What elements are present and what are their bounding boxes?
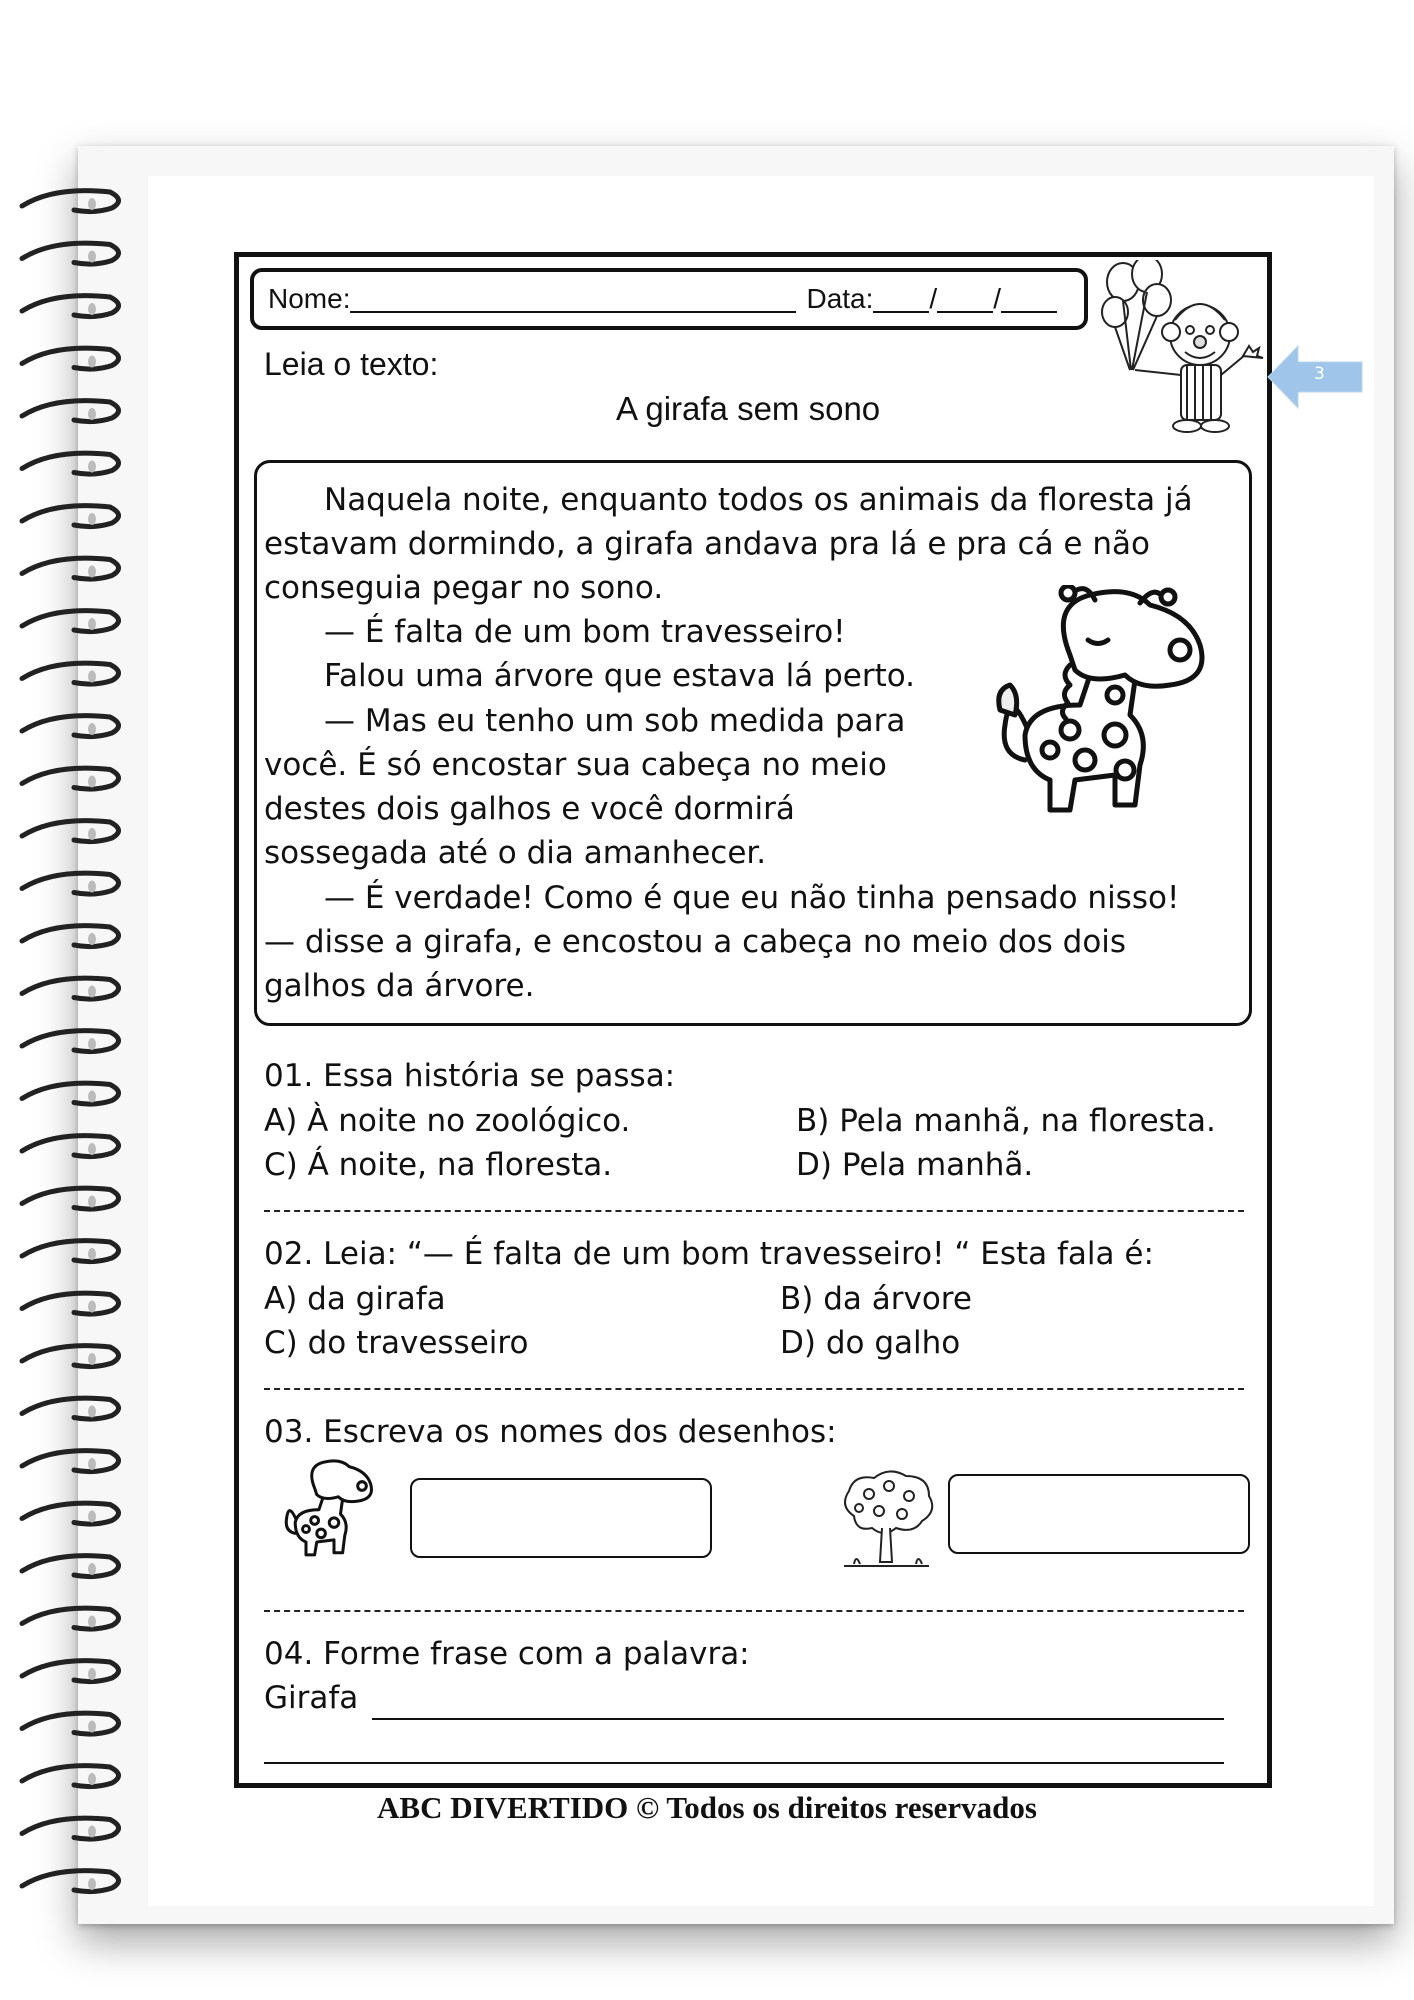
spiral-coil (22, 1031, 119, 1052)
story-title: A girafa sem sono (616, 390, 881, 427)
spiral-coil (22, 558, 119, 579)
spiral-hole (88, 776, 96, 788)
q1-option-c[interactable]: C) Á noite, na floresta. (264, 1147, 613, 1183)
spiral-hole (88, 356, 96, 368)
spiral-hole (88, 1301, 96, 1313)
divider (264, 1610, 1244, 1612)
name-label: Nome: (268, 283, 351, 314)
divider (264, 1388, 1244, 1390)
spiral-hole (88, 1353, 96, 1365)
spiral-binding (14, 180, 134, 1900)
story-line: conseguia pegar no sono. (264, 570, 664, 606)
spiral-hole (88, 408, 96, 420)
spiral-hole (88, 566, 96, 578)
spiral-hole (88, 618, 96, 630)
giraffe-illustration (990, 585, 1240, 845)
spiral-coil (22, 1766, 119, 1787)
spiral-coil (22, 1503, 119, 1524)
answer-box-giraffe[interactable] (410, 1478, 712, 1558)
spiral-coil (22, 1293, 119, 1314)
spiral-hole (88, 1616, 96, 1628)
page-number: 3 (1314, 364, 1325, 384)
story-line: galhos da árvore. (264, 968, 535, 1004)
q1-option-d[interactable]: D) Pela manhã. (796, 1147, 1034, 1183)
sentence-write-line[interactable] (372, 1718, 1224, 1720)
story-line: Naquela noite, enquanto todos os animais da floresta já (324, 482, 1193, 518)
spiral-coil (22, 1556, 119, 1577)
question-1: 01. Essa história se passa: (264, 1058, 676, 1094)
spiral-hole (88, 1091, 96, 1103)
spiral-hole (88, 1143, 96, 1155)
spiral-hole (88, 723, 96, 735)
story-line: sossegada até o dia amanhecer. (264, 835, 767, 871)
spiral-coil (22, 506, 119, 527)
story-line: Falou uma árvore que estava lá perto. (324, 658, 916, 694)
q2-option-a[interactable]: A) da girafa (264, 1281, 446, 1317)
spiral-coil (22, 1608, 119, 1629)
small-giraffe-icon (268, 1458, 400, 1570)
story-line: — disse a girafa, e encostou a cabeça no meio dos dois (264, 924, 1127, 960)
spiral-coil (22, 243, 119, 264)
spiral-coil (22, 1871, 119, 1892)
date-separator: / (993, 283, 1001, 314)
spiral-coil (22, 296, 119, 317)
spiral-hole (88, 1668, 96, 1680)
answer-box-tree[interactable] (948, 1474, 1250, 1554)
tree-icon (834, 1466, 938, 1572)
spiral-coil (22, 768, 119, 789)
story-line: você. É só encostar sua cabeça no meio (264, 747, 887, 783)
question-3: 03. Escreva os nomes dos desenhos: (264, 1414, 837, 1450)
spiral-coil (22, 716, 119, 737)
clown-illustration (1095, 260, 1265, 440)
spiral-coil (22, 663, 119, 684)
story-line: destes dois galhos e você dormirá (264, 791, 795, 827)
spiral-coil (22, 348, 119, 369)
name-date-box (250, 268, 1088, 330)
name-field[interactable] (350, 285, 796, 313)
story-line: — É verdade! Como é que eu não tinha pensado nisso! (324, 880, 1180, 916)
story-line: — Mas eu tenho um sob medida para (324, 703, 906, 739)
spiral-coil (22, 1136, 119, 1157)
spiral-coil (22, 401, 119, 422)
spiral-hole (88, 1458, 96, 1470)
spiral-hole (88, 1721, 96, 1733)
spiral-coil (22, 1713, 119, 1734)
date-month-field[interactable] (937, 285, 993, 313)
spiral-hole (88, 933, 96, 945)
spiral-coil (22, 191, 119, 212)
spiral-coil (22, 1398, 119, 1419)
sentence-write-line[interactable] (264, 1762, 1224, 1764)
spiral-coil (22, 1661, 119, 1682)
spiral-hole (88, 881, 96, 893)
word-girafa: Girafa (264, 1680, 359, 1716)
spiral-hole (88, 1511, 96, 1523)
q2-option-b[interactable]: B) da árvore (780, 1281, 972, 1317)
spiral-coil (22, 1188, 119, 1209)
spiral-coil (22, 1083, 119, 1104)
spiral-hole (88, 671, 96, 683)
spiral-coil (22, 453, 119, 474)
story-line: estavam dormindo, a girafa andava pra lá e pra cá e não (264, 526, 1150, 562)
spiral-coil (22, 611, 119, 632)
q2-option-c[interactable]: C) do travesseiro (264, 1325, 529, 1361)
q2-option-d[interactable]: D) do galho (780, 1325, 961, 1361)
spiral-hole (88, 461, 96, 473)
date-day-field[interactable] (873, 285, 929, 313)
date-year-field[interactable] (1001, 285, 1057, 313)
spiral-hole (88, 1563, 96, 1575)
spiral-hole (88, 513, 96, 525)
spiral-coil (22, 821, 119, 842)
question-2: 02. Leia: “— É falta de um bom travesseiro! “ Esta fala é: (264, 1236, 1154, 1272)
spiral-hole (88, 1196, 96, 1208)
spiral-hole (88, 1248, 96, 1260)
read-instruction: Leia o texto: (264, 346, 439, 382)
q1-option-b[interactable]: B) Pela manhã, na floresta. (796, 1103, 1216, 1139)
spiral-hole (88, 1773, 96, 1785)
footer-copyright: ABC DIVERTIDO © Todos os direitos reservados (377, 1790, 1037, 1825)
spiral-hole (88, 1038, 96, 1050)
spiral-coil (22, 1346, 119, 1367)
spiral-coil (22, 926, 119, 947)
divider (264, 1210, 1244, 1212)
spiral-hole (88, 1826, 96, 1838)
spiral-hole (88, 986, 96, 998)
spiral-hole (88, 1878, 96, 1890)
spiral-hole (88, 198, 96, 210)
spiral-coil (22, 1241, 119, 1262)
spiral-hole (88, 828, 96, 840)
spiral-hole (88, 251, 96, 263)
spiral-coil (22, 978, 119, 999)
date-label: Data: (806, 283, 874, 314)
question-4: 04. Forme frase com a palavra: (264, 1636, 750, 1672)
spiral-hole (88, 303, 96, 315)
q1-option-a[interactable]: A) À noite no zoológico. (264, 1103, 631, 1139)
spiral-hole (88, 1406, 96, 1418)
spiral-coil (22, 873, 119, 894)
date-separator: / (929, 283, 938, 314)
spiral-coil (22, 1451, 119, 1472)
story-line: — É falta de um bom travesseiro! (324, 614, 846, 650)
